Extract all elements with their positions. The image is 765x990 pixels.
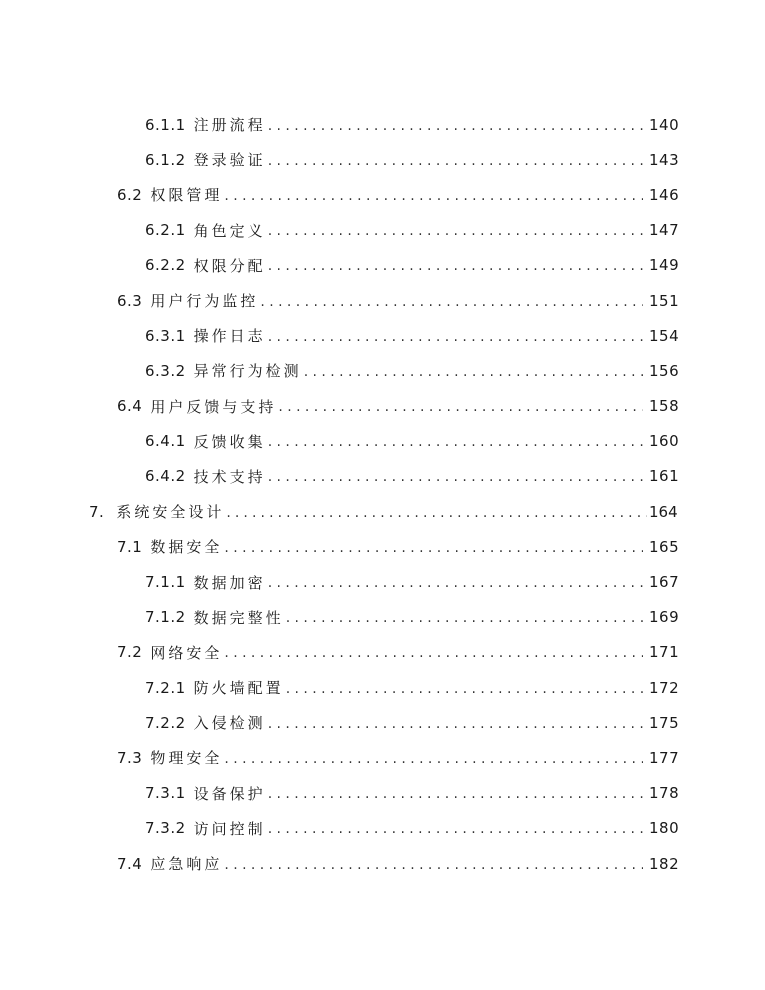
toc-entry[interactable] (0, 600, 765, 635)
entry-title: 防火墙配置 (193, 679, 284, 698)
dot-leader (268, 575, 643, 591)
entry-number: 7.3.1 (145, 784, 186, 803)
entry-page-number: 171 (649, 643, 680, 662)
entry-title: 数据完整性 (193, 608, 284, 627)
toc-entry[interactable] (0, 107, 765, 142)
entry-title: 系统安全设计 (116, 503, 225, 522)
entry-page-number: 169 (649, 608, 680, 627)
entry-title: 应急响应 (150, 855, 223, 874)
dot-leader (268, 821, 643, 837)
entry-title: 注册流程 (193, 116, 266, 135)
entry-title: 反馈收集 (193, 432, 266, 451)
dot-leader (226, 505, 647, 521)
dot-leader (268, 786, 643, 802)
toc-entry[interactable] (0, 213, 765, 248)
entry-number: 6.3.1 (145, 326, 186, 345)
entry-number: 6.2 (117, 185, 143, 204)
entry-title: 操作日志 (193, 327, 266, 346)
toc-entry[interactable] (0, 142, 765, 177)
entry-page-number: 147 (649, 221, 680, 240)
toc-entry[interactable] (0, 459, 765, 494)
dot-leader (286, 681, 643, 697)
entry-page-number: 151 (649, 291, 680, 310)
dot-leader (268, 469, 643, 485)
entry-number: 7.3.2 (145, 819, 186, 838)
entry-page-number: 178 (649, 784, 680, 803)
entry-number: 6.4.1 (145, 432, 186, 451)
dot-leader (224, 645, 643, 661)
entry-page-number: 143 (649, 150, 680, 169)
entry-title: 异常行为检测 (193, 362, 302, 381)
dot-leader (268, 329, 643, 345)
toc-entry[interactable] (0, 283, 765, 318)
entry-number: 7.1 (117, 537, 143, 556)
toc-entry[interactable] (0, 846, 765, 881)
entry-title: 入侵检测 (193, 714, 266, 733)
table-of-contents (0, 107, 765, 881)
dot-leader (304, 364, 643, 380)
entry-page-number: 177 (649, 748, 680, 767)
entry-number: 7.2.2 (145, 713, 186, 732)
entry-number: 7.3 (117, 748, 143, 767)
dot-leader (268, 258, 643, 274)
dot-leader (286, 610, 643, 626)
toc-entry[interactable] (0, 529, 765, 564)
entry-page-number: 156 (649, 361, 680, 380)
entry-page-number: 172 (649, 678, 680, 697)
entry-number: 7.1.1 (145, 573, 186, 592)
entry-number: 6.3.2 (145, 361, 186, 380)
entry-number: 7. (89, 502, 105, 521)
toc-entry[interactable] (0, 424, 765, 459)
dot-leader (260, 294, 643, 310)
entry-title: 数据安全 (150, 538, 223, 557)
entry-number: 7.1.2 (145, 608, 186, 627)
entry-number: 6.3 (117, 291, 143, 310)
dot-leader (224, 751, 643, 767)
entry-number: 6.2.1 (145, 221, 186, 240)
toc-entry[interactable] (0, 353, 765, 388)
toc-entry[interactable] (0, 740, 765, 775)
entry-number: 6.2.2 (145, 256, 186, 275)
entry-number: 6.1.1 (145, 115, 186, 134)
entry-number: 6.4.2 (145, 467, 186, 486)
entry-title: 角色定义 (193, 221, 266, 240)
dot-leader (268, 716, 643, 732)
entry-title: 权限管理 (150, 186, 223, 205)
toc-entry[interactable] (0, 811, 765, 846)
entry-number: 6.4 (117, 397, 143, 416)
dot-leader (268, 223, 643, 239)
dot-leader (268, 153, 643, 169)
entry-number: 7.4 (117, 854, 143, 873)
toc-entry[interactable] (0, 318, 765, 353)
entry-page-number: 182 (649, 854, 680, 873)
entry-title: 数据加密 (193, 573, 266, 592)
toc-entry[interactable] (0, 776, 765, 811)
dot-leader (224, 540, 643, 556)
entry-number: 7.2 (117, 643, 143, 662)
dot-leader (224, 188, 643, 204)
toc-entry[interactable] (0, 389, 765, 424)
entry-title: 用户行为监控 (150, 292, 259, 311)
entry-page-number: 180 (649, 819, 680, 838)
entry-number: 6.1.2 (145, 150, 186, 169)
entry-page-number: 154 (649, 326, 680, 345)
toc-entry[interactable] (0, 177, 765, 212)
entry-title: 网络安全 (150, 643, 223, 662)
dot-leader (268, 118, 643, 134)
entry-title: 访问控制 (193, 819, 266, 838)
entry-number: 7.2.1 (145, 678, 186, 697)
entry-title: 登录验证 (193, 151, 266, 170)
entry-page-number: 160 (649, 432, 680, 451)
entry-page-number: 158 (649, 397, 680, 416)
toc-entry[interactable] (0, 564, 765, 599)
toc-entry[interactable] (0, 248, 765, 283)
dot-leader (224, 857, 643, 873)
entry-title: 物理安全 (150, 749, 223, 768)
dot-leader (278, 399, 643, 415)
entry-page-number: 146 (649, 185, 680, 204)
entry-page-number: 149 (649, 256, 680, 275)
entry-page-number: 167 (649, 573, 680, 592)
dot-leader (268, 434, 643, 450)
entry-title: 技术支持 (193, 467, 266, 486)
entry-title: 设备保护 (193, 784, 266, 803)
entry-title: 用户反馈与支持 (150, 397, 277, 416)
toc-entry[interactable] (0, 494, 765, 529)
entry-page-number: 175 (649, 713, 680, 732)
entry-page-number: 161 (649, 467, 680, 486)
toc-entry[interactable] (0, 705, 765, 740)
entry-page-number: 165 (649, 537, 680, 556)
toc-entry[interactable] (0, 670, 765, 705)
entry-page-number: 164 (649, 502, 678, 521)
entry-page-number: 140 (649, 115, 680, 134)
toc-entry[interactable] (0, 635, 765, 670)
entry-title: 权限分配 (193, 256, 266, 275)
